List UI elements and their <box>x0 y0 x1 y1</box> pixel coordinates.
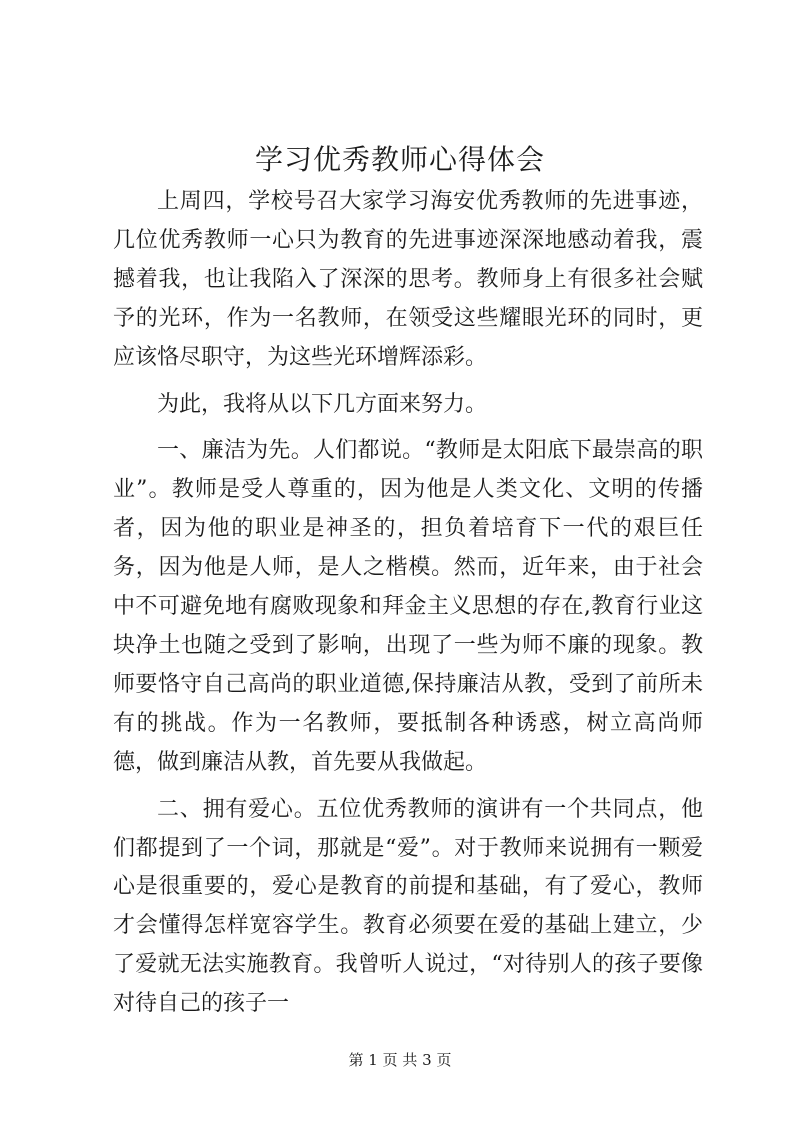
page-footer: 第 1 页 共 3 页 <box>348 1051 452 1069</box>
paragraph-love: 二、拥有爱心。五位优秀教师的演讲有一个共同点，他们都提到了一个词，那就是“爱”。对于教师来说拥有一颗爱心是很重要的，爱心是教育的前提和基础，有了爱心，教师才会懂得怎样宽容学生。教育必须要在爱的基础上建立，少了爱就无法实施教育。我曾听人说过，“对待别人的孩子要像对待自己的孩子一 <box>113 796 703 1017</box>
paragraph-plan: 为此，我将从以下几方面来努力。 <box>157 391 488 417</box>
paragraph-intro: 上周四，学校号召大家学习海安优秀教师的先进事迹，几位优秀教师一心只为教育的先进事迹深深地感动着我，震撼着我，也让我陷入了深深的思考。教师身上有很多社会赋予的光环，作为一名教师，在领受这些耀眼光环的同时，更应该恪尽职守，为这些光环增辉添彩。 <box>113 189 703 370</box>
document-body <box>113 183 703 1032</box>
paragraph-integrity: 一、廉洁为先。人们都说。“教师是太阳底下最崇高的职业”。教师是受人尊重的，因为他是人类文化、文明的传播者，因为他的职业是神圣的，担负着培育下一代的艰巨任务，因为他是人师，是人之楷模。然而，近年来，由于社会中不可避免地有腐败现象和拜金主义思想的存在,教育行业这块净土也随之受到了影响，出现了一些为师不廉的现象。教师要恪守自己高尚的职业道德,保持廉洁从教，受到了前所未有的挑战。作为一名教师，要抵制各种诱惑，树立高尚师德，做到廉洁从教，首先要从我做起。 <box>113 438 703 775</box>
document-title: 学习优秀教师心得体会 <box>254 143 545 176</box>
